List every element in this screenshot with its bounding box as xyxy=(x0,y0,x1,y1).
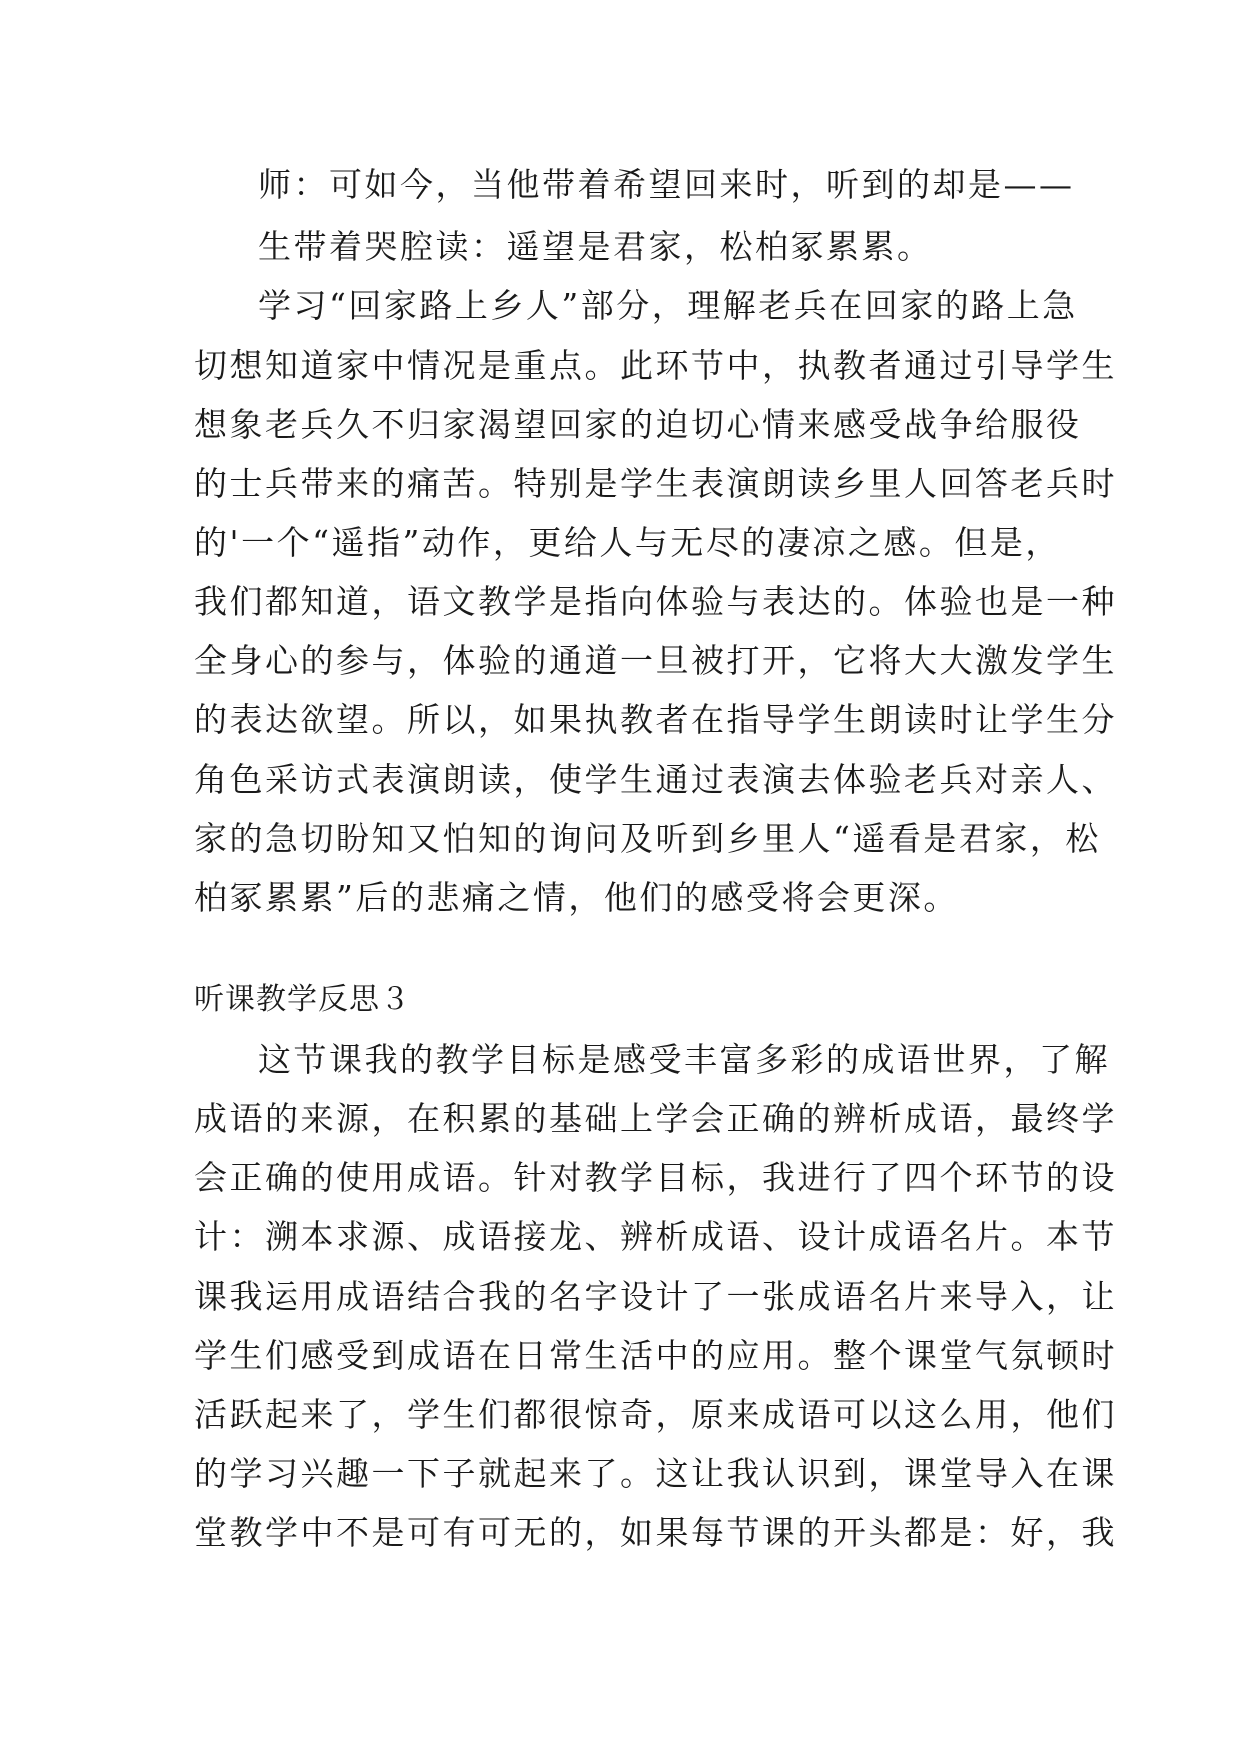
paragraph-line: 这节课我的教学目标是感受丰富多彩的成语世界，了解 xyxy=(258,1040,1110,1079)
paragraph-line: 柏冢累累”后的悲痛之情，他们的感受将会更深。 xyxy=(194,878,959,917)
paragraph-line: 切想知道家中情况是重点。此环节中，执教者通过引导学生 xyxy=(194,346,1117,385)
paragraph-line: 活跃起来了，学生们都很惊奇，原来成语可以这么用，他们 xyxy=(194,1395,1117,1434)
paragraph-line: 成语的来源，在积累的基础上学会正确的辨析成语，最终学 xyxy=(194,1099,1117,1138)
paragraph-line: 全身心的参与，体验的通道一旦被打开，它将大大激发学生 xyxy=(194,641,1117,680)
paragraph-line: 计：溯本求源、成语接龙、辨析成语、设计成语名片。本节 xyxy=(194,1217,1117,1256)
paragraph-line: 的'一个“遥指”动作，更给人与无尽的凄凉之感。但是， xyxy=(194,523,1061,562)
paragraph-line: 学习“回家路上乡人”部分，理解老兵在回家的路上急 xyxy=(258,286,1078,325)
paragraph-line: 想象老兵久不归家渴望回家的迫切心情来感受战争给服役 xyxy=(194,405,1082,444)
section-heading: 听课教学反思３ xyxy=(194,982,411,1017)
paragraph-line: 学生们感受到成语在日常生活中的应用。整个课堂气氛顿时 xyxy=(194,1336,1117,1375)
paragraph-line: 师：可如今，当他带着希望回来时，听到的却是—— xyxy=(258,165,1075,204)
paragraph-line: 生带着哭腔读：遥望是君家，松柏冢累累。 xyxy=(258,227,933,266)
paragraph-line: 家的急切盼知又怕知的询问及听到乡里人“遥看是君家，松 xyxy=(194,819,1101,858)
paragraph-line: 的学习兴趣一下子就起来了。这让我认识到，课堂导入在课 xyxy=(194,1454,1117,1493)
paragraph-line: 会正确的使用成语。针对教学目标，我进行了四个环节的设 xyxy=(194,1158,1117,1197)
paragraph-line: 的士兵带来的痛苦。特别是学生表演朗读乡里人回答老兵时 xyxy=(194,464,1117,503)
paragraph-line: 的表达欲望。所以，如果执教者在指导学生朗读时让学生分 xyxy=(194,700,1117,739)
paragraph-line: 我们都知道，语文教学是指向体验与表达的。体验也是一种 xyxy=(194,582,1117,621)
paragraph-line: 课我运用成语结合我的名字设计了一张成语名片来导入，让 xyxy=(194,1277,1117,1316)
paragraph-line: 堂教学中不是可有可无的，如果每节课的开头都是：好，我 xyxy=(194,1513,1117,1552)
paragraph-line: 角色采访式表演朗读，使学生通过表演去体验老兵对亲人、 xyxy=(194,760,1117,799)
